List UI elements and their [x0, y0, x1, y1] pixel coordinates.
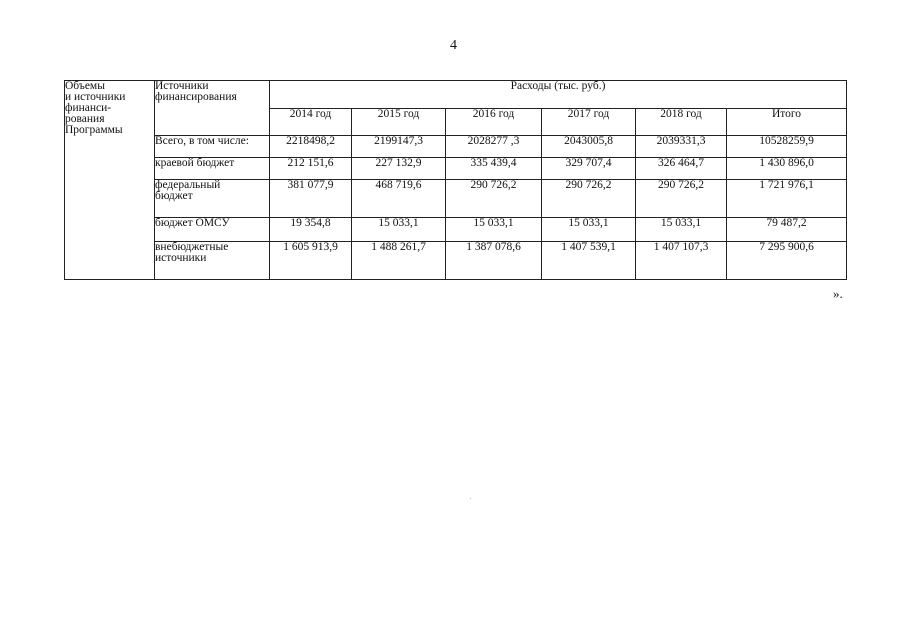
- row-label-line: финанси-: [65, 102, 112, 114]
- value-cell: 19 354,8: [270, 218, 352, 242]
- table-row: [65, 136, 847, 158]
- source-label: [155, 180, 270, 218]
- source-label-line: внебюджетные: [155, 241, 229, 253]
- total-cell: 7 295 900,6: [727, 242, 847, 280]
- value-cell: 227 132,9: [352, 158, 446, 180]
- expenses-caption: Расходы (тыс. руб.): [270, 81, 847, 109]
- value-cell: 2218498,2: [270, 136, 352, 158]
- table-row: [65, 218, 847, 242]
- value-cell: 1 407 539,1: [542, 242, 636, 280]
- row-label-line: и источники: [65, 91, 126, 103]
- value-cell: 1 407 107,3: [636, 242, 727, 280]
- value-cell: 15 033,1: [542, 218, 636, 242]
- page-number: 4: [450, 38, 457, 53]
- source-label: [155, 242, 270, 280]
- year-header: 2017 год: [542, 109, 636, 136]
- source-label: Всего, в том числе:: [155, 136, 270, 158]
- value-cell: 290 726,2: [636, 180, 727, 218]
- sources-header-line: финансирования: [155, 91, 237, 103]
- value-cell: 2039331,3: [636, 136, 727, 158]
- source-label-line: бюджет: [155, 190, 193, 202]
- program-funding-label: [65, 81, 155, 280]
- table-row: [65, 242, 847, 280]
- total-cell: 10528259,9: [727, 136, 847, 158]
- source-label: бюджет ОМСУ: [155, 218, 270, 242]
- source-label-line: источники: [155, 252, 207, 264]
- sources-header: [155, 81, 270, 136]
- source-label-line: федеральный: [155, 179, 221, 191]
- year-header: 2014 год: [270, 109, 352, 136]
- year-header: 2016 год: [446, 109, 542, 136]
- sources-header-line: Источники: [155, 80, 209, 92]
- total-cell: 79 487,2: [727, 218, 847, 242]
- value-cell: 329 707,4: [542, 158, 636, 180]
- value-cell: 290 726,2: [446, 180, 542, 218]
- value-cell: 2028277 ,3: [446, 136, 542, 158]
- value-cell: 1 488 261,7: [352, 242, 446, 280]
- value-cell: 468 719,6: [352, 180, 446, 218]
- value-cell: 335 439,4: [446, 158, 542, 180]
- row-label-line: Объемы: [65, 80, 105, 92]
- total-cell: 1 430 896,0: [727, 158, 847, 180]
- value-cell: 1 605 913,9: [270, 242, 352, 280]
- value-cell: 381 077,9: [270, 180, 352, 218]
- total-header: Итого: [727, 109, 847, 136]
- value-cell: 15 033,1: [636, 218, 727, 242]
- row-label-line: рования: [65, 113, 105, 125]
- row-label-line: Программы: [65, 124, 123, 136]
- table-row: [65, 158, 847, 180]
- source-label: краевой бюджет: [155, 158, 270, 180]
- closing-quote-mark: ».: [833, 286, 843, 301]
- value-cell: 15 033,1: [446, 218, 542, 242]
- year-header: 2015 год: [352, 109, 446, 136]
- financing-table: [64, 80, 847, 280]
- total-cell: 1 721 976,1: [727, 180, 847, 218]
- value-cell: 2043005,8: [542, 136, 636, 158]
- value-cell: 1 387 078,6: [446, 242, 542, 280]
- value-cell: 290 726,2: [542, 180, 636, 218]
- value-cell: 212 151,6: [270, 158, 352, 180]
- value-cell: 2199147,3: [352, 136, 446, 158]
- year-header: 2018 год: [636, 109, 727, 136]
- scan-speck: [470, 498, 471, 499]
- value-cell: 326 464,7: [636, 158, 727, 180]
- value-cell: 15 033,1: [352, 218, 446, 242]
- table-row: [65, 180, 847, 218]
